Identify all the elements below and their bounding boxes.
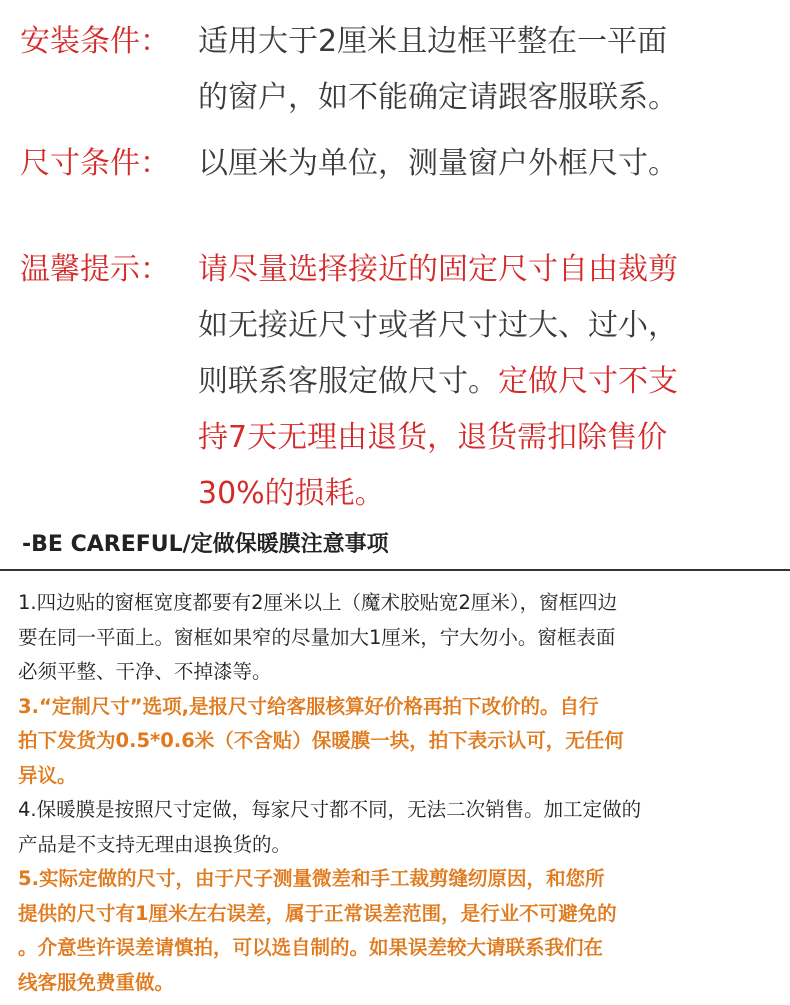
warm-tip-label: 温馨提示： [20, 252, 170, 287]
install-line-1: 适用大于2厘米且边框平整在一平面 [198, 24, 668, 59]
warm-tip [20, 242, 678, 522]
tip-line-3 [198, 354, 678, 410]
note-3-line-1: 3.“定制尺寸”选项,是报尺寸给客服核算好价格再拍下改价的。自行 [18, 694, 599, 718]
tip-line-3-red: 定做尺寸不支 [498, 364, 678, 399]
size-condition-label: 尺寸条件： [20, 146, 170, 181]
install-condition-label: 安装条件： [20, 24, 170, 59]
size-condition [20, 136, 678, 192]
size-condition-text [198, 136, 678, 192]
tip-red-line-4: 持7天无理由退货，退货需扣除售价 [198, 420, 668, 455]
note-5 [18, 862, 778, 1000]
tip-line-2: 如无接近尺寸或者尺寸过大、过小， [198, 308, 678, 343]
note-3-line-3: 异议。 [18, 763, 77, 787]
note-4 [18, 793, 778, 862]
install-line-2: 的窗户，如不能确定请跟客服联系。 [198, 80, 678, 115]
install-condition [20, 14, 678, 126]
size-line-1: 以厘米为单位，测量窗户外框尺寸。 [198, 146, 678, 181]
warm-tip-text [198, 242, 678, 522]
note-4-line-1: 4.保暖膜是按照尺寸定做，每家尺寸都不同，无法二次销售。加工定做的 [18, 798, 642, 821]
note-1 [18, 586, 778, 690]
note-1-line-1: 1.四边贴的窗框宽度都要有2厘米以上（魔术胶贴宽2厘米），窗框四边 [18, 591, 618, 614]
note-3 [18, 690, 778, 794]
note-3-line-2: 拍下发货为0.5*0.6米（不含贴）保暖膜一块，拍下表示认可，无任何 [18, 729, 624, 752]
note-1-line-3: 必须平整、干净、不掉漆等。 [18, 660, 272, 683]
note-5-line-2: 提供的尺寸有1厘米左右误差，属于正常误差范围，是行业不可避免的 [18, 901, 617, 925]
note-5-line-3: 。介意些许误差请慎拍，可以选自制的。如果误差较大请联系我们在 [18, 936, 604, 959]
tip-red-line: 请尽量选择接近的固定尺寸自由裁剪 [198, 252, 678, 287]
tip-line-3-normal: 则联系客服定做尺寸。 [198, 364, 498, 399]
note-5-line-4: 线客服免费重做。 [18, 970, 175, 994]
careful-header-title: -BE CAREFUL/定做保暖膜注意事项 [22, 532, 389, 557]
tip-red-line-5: 30%的损耗。 [198, 476, 385, 511]
note-4-line-2: 产品是不支持无理由退换货的。 [18, 832, 292, 856]
install-condition-text [198, 14, 678, 126]
note-1-line-2: 要在同一平面上。窗框如果窄的尽量加大1厘米，宁大勿小。窗框表面 [18, 625, 616, 649]
note-5-line-1: 5.实际定做的尺寸，由于尺子测量微差和手工裁剪缝纫原因，和您所 [18, 867, 605, 890]
notes-list [18, 586, 778, 1000]
careful-header [0, 517, 790, 571]
